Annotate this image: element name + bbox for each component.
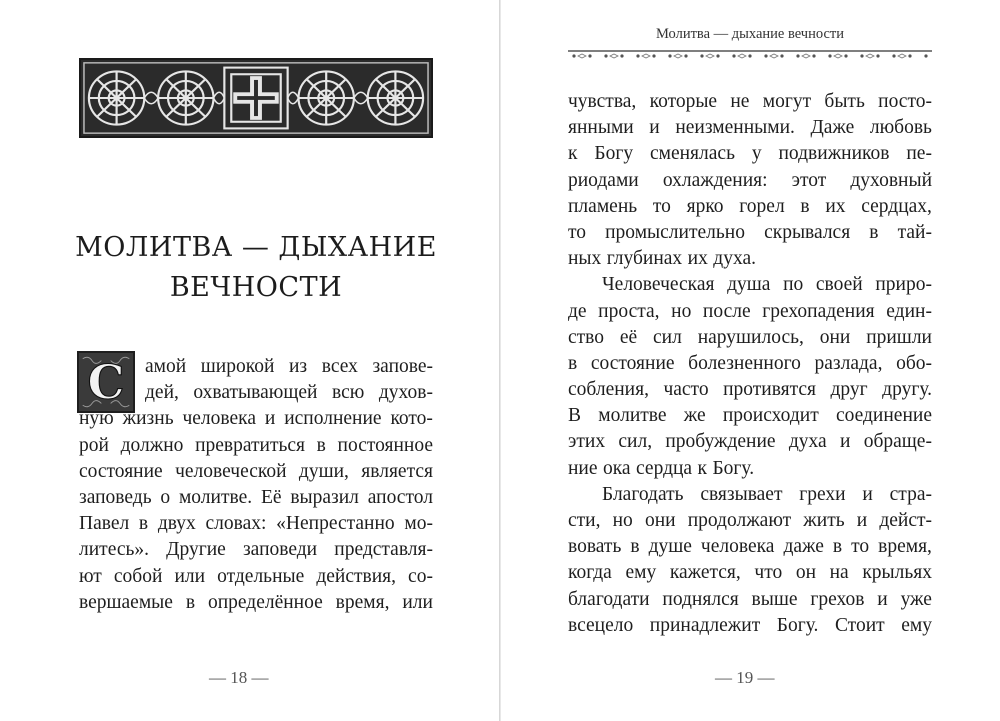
word: обраще- xyxy=(863,431,932,453)
celtic-ornament-icon xyxy=(81,60,431,136)
word: противятся xyxy=(723,379,817,401)
word: к xyxy=(568,143,578,165)
word: любовь xyxy=(869,117,932,139)
text-line xyxy=(568,194,932,220)
word: которые xyxy=(649,91,718,112)
word: риодами xyxy=(568,169,639,191)
word: состояние xyxy=(79,460,163,482)
word: нарушилось, xyxy=(697,326,804,348)
word: их xyxy=(687,248,708,270)
word: со- xyxy=(408,565,433,587)
word: исполнение xyxy=(284,408,382,430)
word: в xyxy=(800,195,810,217)
word: грехопадения xyxy=(762,300,875,322)
word: они xyxy=(644,510,676,531)
word: в xyxy=(869,221,879,243)
word: промыслительно xyxy=(605,221,745,243)
text-line xyxy=(568,613,932,639)
word: к xyxy=(697,457,708,479)
text-line xyxy=(568,587,932,613)
text-line xyxy=(568,534,932,560)
word: проста, xyxy=(598,300,660,322)
word: её xyxy=(619,326,638,348)
right-body-text xyxy=(568,89,932,639)
word: и xyxy=(264,408,276,430)
text-line xyxy=(568,482,932,508)
word: выше xyxy=(751,588,798,610)
word: собой xyxy=(113,565,163,587)
text-line xyxy=(79,511,433,537)
ornamental-rule-icon xyxy=(568,50,932,60)
word: уже xyxy=(900,588,932,610)
word: и xyxy=(649,117,660,139)
text-line xyxy=(568,377,932,403)
text-line xyxy=(568,272,932,298)
word: апостол xyxy=(367,486,433,508)
word: в xyxy=(568,352,578,374)
word: Человеческая xyxy=(602,274,715,296)
text-line xyxy=(568,141,932,167)
word: действия, xyxy=(316,565,396,587)
word: пламень xyxy=(568,195,638,217)
text-line xyxy=(568,246,932,272)
word: сти, xyxy=(568,510,601,531)
word: дейст- xyxy=(879,510,932,531)
word: этот xyxy=(791,169,827,191)
word: посто- xyxy=(878,91,932,112)
word: в xyxy=(832,536,843,558)
word: охлаждения: xyxy=(662,169,768,191)
word: на xyxy=(829,562,849,584)
page-number-left: — 18 — xyxy=(209,668,269,687)
word: сил, xyxy=(618,431,653,453)
chapter-title-line-2: ВЕЧНОСТИ xyxy=(169,272,343,303)
word: не xyxy=(730,91,750,112)
word: кото- xyxy=(390,408,433,430)
word: он xyxy=(795,562,817,584)
word: состояние xyxy=(590,352,675,374)
word: ему xyxy=(901,614,932,636)
word: то xyxy=(652,195,671,217)
word: человеческой xyxy=(175,460,287,482)
word: жить xyxy=(803,510,845,531)
chapter-title-line-1: МОЛИТВА — ДЫХАНИЕ xyxy=(75,232,437,263)
word: скрывался xyxy=(764,221,851,243)
word: является xyxy=(361,460,433,482)
text-line xyxy=(568,456,932,482)
word: другу. xyxy=(882,379,932,401)
word: Богу. xyxy=(776,614,819,636)
word: их xyxy=(825,195,846,217)
word: в xyxy=(138,513,149,535)
word: что xyxy=(754,562,783,584)
running-head: Молитва — дыхание вечности xyxy=(656,26,844,42)
word: в xyxy=(316,434,326,456)
word: заповедь xyxy=(79,486,152,508)
text-line xyxy=(568,168,932,194)
word: собления, xyxy=(568,379,649,401)
word: един- xyxy=(886,300,932,322)
word: но xyxy=(612,510,633,531)
word: душа xyxy=(727,274,771,296)
word: сменялась xyxy=(649,143,735,165)
word: Другие xyxy=(166,539,226,561)
svg-text:С: С xyxy=(87,354,125,410)
word: ство xyxy=(568,326,605,348)
word: грехов xyxy=(810,588,865,610)
text-line xyxy=(568,89,932,115)
word: должно xyxy=(120,434,184,456)
word: и xyxy=(877,588,888,610)
word: у xyxy=(751,143,762,165)
page-number-right: — 19 — xyxy=(715,668,775,687)
word: могут xyxy=(762,91,812,112)
word: связывает xyxy=(700,483,783,505)
word: духовный xyxy=(850,169,932,191)
word: пе- xyxy=(906,143,932,165)
word: горел xyxy=(739,195,785,217)
word: определённое xyxy=(207,591,323,613)
text-line xyxy=(568,403,932,429)
text-line xyxy=(79,485,433,511)
word: всех xyxy=(321,356,358,377)
word: ных xyxy=(568,248,602,270)
word: человека xyxy=(182,408,256,430)
word: представля- xyxy=(334,539,433,561)
word: своей xyxy=(815,274,863,296)
word: чувства, xyxy=(568,91,637,112)
word: разлада, xyxy=(814,352,883,374)
word: подвижников xyxy=(778,143,890,165)
word: Её xyxy=(260,486,282,508)
word: о xyxy=(160,486,171,508)
word: превратиться xyxy=(195,434,306,456)
word: отдельные xyxy=(217,565,305,587)
word: глубинах xyxy=(606,248,683,270)
word: болезненного xyxy=(688,352,801,374)
word: же xyxy=(683,405,706,427)
text-line xyxy=(79,590,433,616)
word: всю xyxy=(331,382,365,404)
word: благодати xyxy=(568,588,650,610)
word: жизнь xyxy=(122,408,174,430)
word: приро- xyxy=(875,274,932,296)
text-line xyxy=(79,354,433,380)
word: Павел xyxy=(79,513,130,535)
word: грехи xyxy=(799,483,846,505)
word: молитве xyxy=(598,405,667,427)
word: ярко xyxy=(686,195,724,217)
ornamental-header-band xyxy=(79,58,433,138)
word: молитве. xyxy=(178,486,253,508)
word: всецело xyxy=(568,614,634,636)
word: запове- xyxy=(372,356,433,377)
word: дей, xyxy=(145,382,179,404)
word: янными xyxy=(568,117,634,139)
word: обо- xyxy=(896,352,932,374)
word: литесь». xyxy=(79,539,150,561)
word: сердца xyxy=(636,457,693,479)
word: принадлежит xyxy=(649,614,761,636)
word: но xyxy=(671,300,692,322)
word: по xyxy=(783,274,804,296)
word: даже xyxy=(783,536,824,558)
word: духа. xyxy=(713,248,756,270)
word: широкой xyxy=(200,356,275,377)
text-line xyxy=(568,351,932,377)
text-line xyxy=(568,299,932,325)
word: двух xyxy=(157,513,196,535)
text-line xyxy=(79,406,433,432)
word: человека xyxy=(700,536,775,558)
text-line xyxy=(568,429,932,455)
word: душе xyxy=(648,536,692,558)
text-line xyxy=(79,433,433,459)
word: словах: xyxy=(205,513,267,535)
word: после xyxy=(702,300,751,322)
word: этих xyxy=(568,431,606,453)
text-line xyxy=(568,115,932,141)
word: выразил xyxy=(290,486,359,508)
word: ную xyxy=(79,408,114,430)
word: амой xyxy=(145,356,187,377)
word: время, xyxy=(335,591,390,613)
word: Стоит xyxy=(834,614,885,636)
word: соединение xyxy=(835,405,932,427)
word: сердцах, xyxy=(861,195,932,217)
text-line xyxy=(79,564,433,590)
word: то xyxy=(568,221,587,243)
chapter-title xyxy=(60,228,452,308)
word: духов- xyxy=(378,382,433,404)
word: поднялся xyxy=(662,588,739,610)
word: пробуждение xyxy=(665,431,776,453)
word: в xyxy=(185,591,196,613)
word: друг xyxy=(830,379,868,401)
word: неизменными. xyxy=(675,117,795,139)
word: то xyxy=(851,536,870,558)
word: Благодать xyxy=(602,483,684,505)
word: заповеди xyxy=(242,539,318,561)
word: пришли xyxy=(866,326,932,348)
word: духа xyxy=(788,431,827,453)
word: ют xyxy=(79,565,102,587)
word: ока xyxy=(602,457,631,479)
right-page xyxy=(501,0,1000,721)
left-body-text xyxy=(79,354,433,616)
text-line xyxy=(568,220,932,246)
word: когда xyxy=(568,562,612,584)
word: и xyxy=(856,510,868,531)
word: и xyxy=(839,431,851,453)
word: ему xyxy=(625,562,657,584)
text-line xyxy=(79,459,433,485)
word: крыльях xyxy=(862,562,932,584)
word: время, xyxy=(878,536,932,558)
word: постоянное xyxy=(337,434,433,456)
word: рой xyxy=(79,434,109,456)
word: тай- xyxy=(897,221,932,243)
word: часто xyxy=(663,379,709,401)
word: души, xyxy=(298,460,349,482)
word: вовать xyxy=(568,536,622,558)
text-line xyxy=(79,537,433,563)
text-line xyxy=(79,380,433,406)
word: ние xyxy=(568,457,598,479)
text-line xyxy=(568,508,932,534)
text-line xyxy=(568,325,932,351)
word: продолжают xyxy=(687,510,792,531)
word: или xyxy=(402,591,433,613)
word: Богу xyxy=(594,143,634,165)
decorative-rule xyxy=(568,50,932,60)
word: кажется, xyxy=(669,562,741,584)
word: В xyxy=(568,405,582,427)
word: «Непрестанно xyxy=(276,513,395,535)
word: мо- xyxy=(404,513,433,535)
word: или xyxy=(174,565,206,587)
word: происходит xyxy=(722,405,819,427)
word: они xyxy=(819,326,851,348)
word: вершаемые xyxy=(79,591,173,613)
word: охватывающей xyxy=(193,382,318,404)
text-line xyxy=(568,560,932,586)
word: и xyxy=(862,483,873,505)
word: Богу. xyxy=(712,457,755,479)
word: в xyxy=(630,536,640,558)
word: быть xyxy=(824,91,865,112)
word: из xyxy=(289,356,308,377)
word: Даже xyxy=(810,117,855,139)
word: сил xyxy=(653,326,682,348)
word: стра- xyxy=(889,483,932,505)
word: де xyxy=(568,300,587,322)
